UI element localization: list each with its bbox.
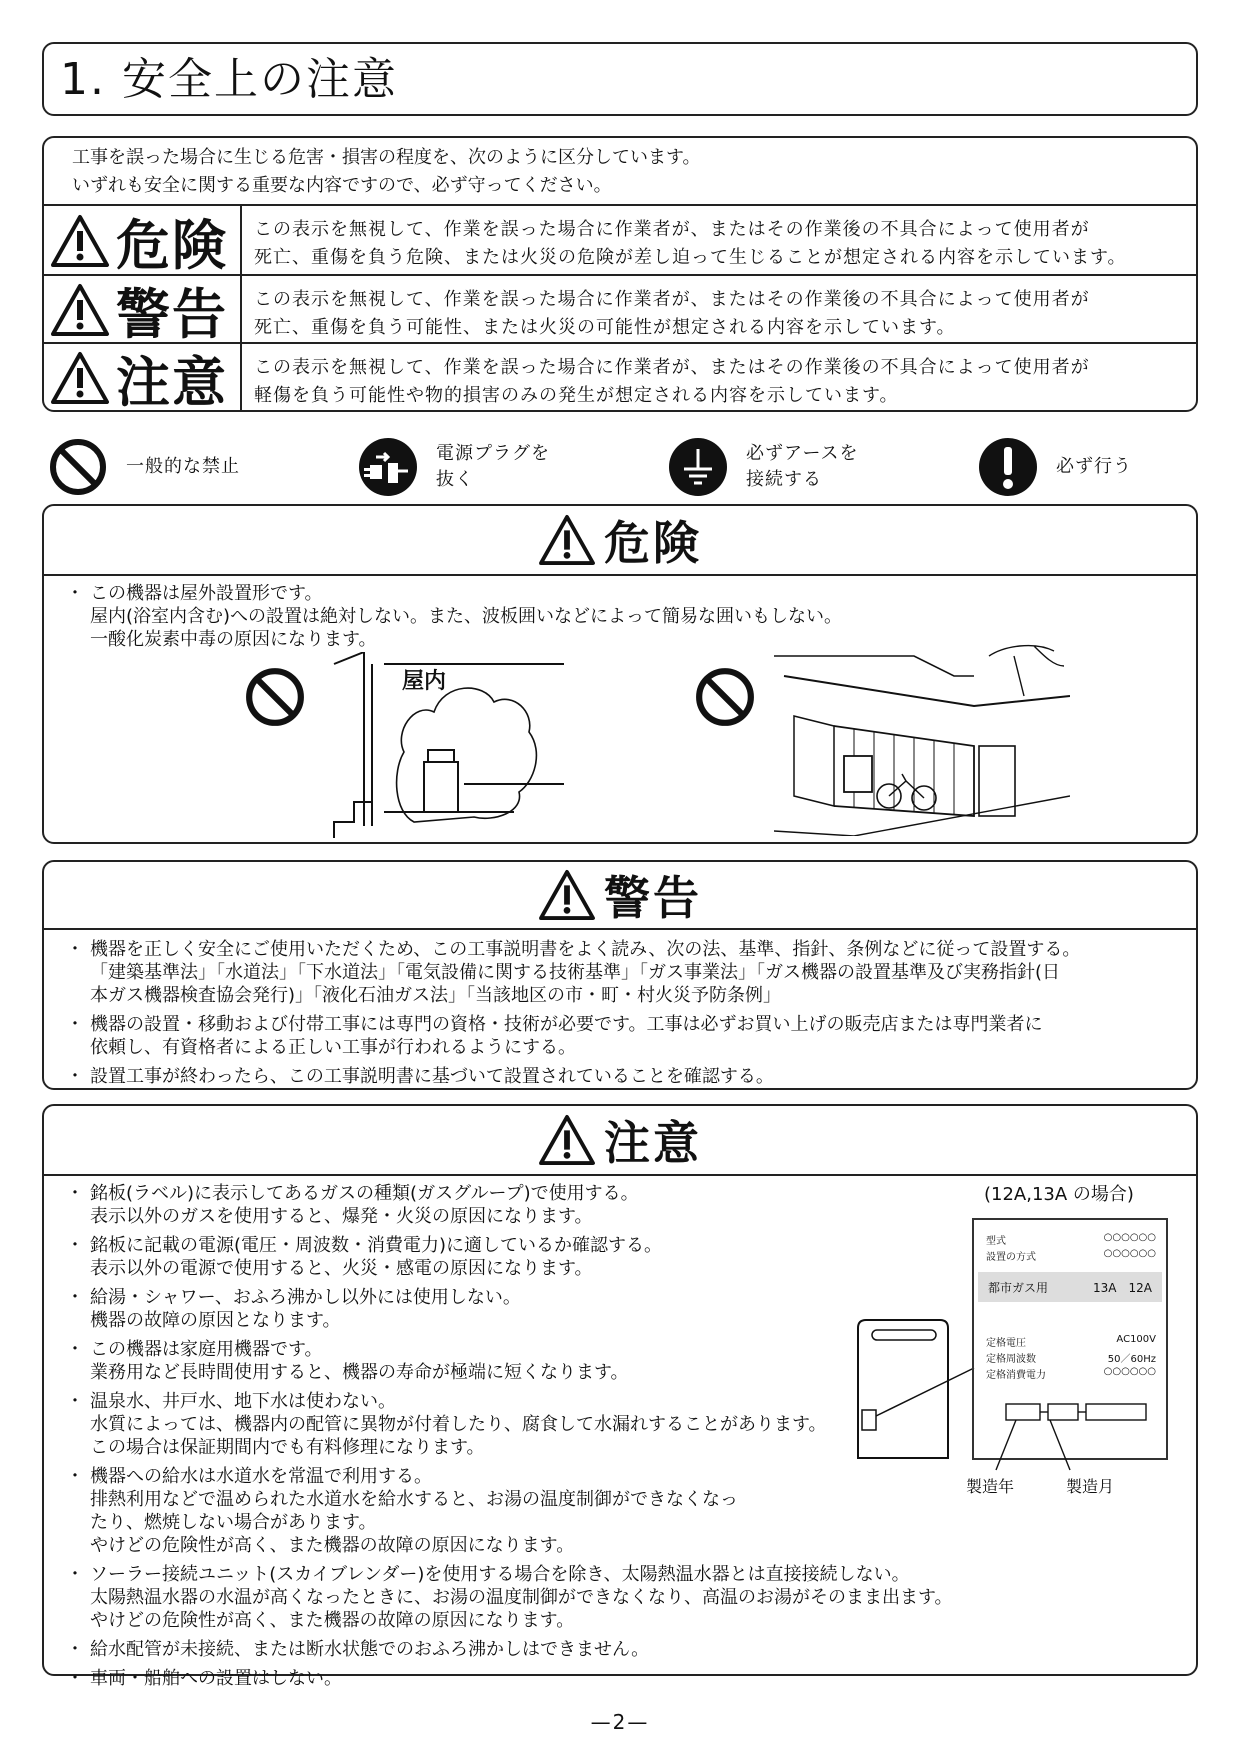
bullet-line: 依頼し、有資格者による正しい工事が行われるようにする。 (90, 1037, 576, 1058)
desc-line: この表示を無視して、作業を誤った場合に作業者が、またはその作業後の不具合によって使用者が (254, 357, 1090, 378)
plate-value: AC100V (1116, 1334, 1156, 1345)
desc-line: 死亡、重傷を負う危険、または火災の危険が差し迫って生じることが想定される内容を示しています。 (254, 247, 1127, 268)
section-header (44, 506, 1196, 576)
plate-value: ○○○○○○ (1103, 1232, 1156, 1243)
bullet-line: 本ガス機器検査協会発行)」「液化石油ガス法」「当該地区の市・町・村火災予防条例」 (90, 985, 782, 1006)
bullet-line: この場合は保証期間内でも有料修理になります。 (90, 1437, 485, 1458)
bullet-line: ・ 銘板(ラベル)に表示してあるガスの種類(ガスグループ)で使用する。 (90, 1183, 639, 1204)
desc-line: 軽傷を負う可能性や物的損害のみの発生が想定される内容を示しています。 (254, 385, 899, 406)
title-box (42, 42, 1198, 116)
hazard-definitions (42, 136, 1198, 412)
plate-value: ○○○○○○ (1103, 1248, 1156, 1259)
prohibition-icon (694, 666, 756, 728)
prohibition-icon (244, 666, 306, 728)
mandatory-icon (978, 437, 1038, 497)
warning-section (42, 860, 1198, 1090)
symbol-label: 必ず行う (1056, 456, 1132, 477)
warning-triangle-icon (50, 351, 110, 405)
bullet-item (66, 1013, 1182, 1059)
bullet-item (66, 1065, 1182, 1088)
label-line: 接続する (746, 469, 822, 490)
symbol-prohibition (48, 432, 240, 502)
bullet-line: ・ 車両・船舶への設置はしない。 (90, 1668, 342, 1689)
level-danger (44, 204, 1196, 276)
plate-gas-row (978, 1272, 1162, 1302)
warning-bullets (66, 938, 1182, 1094)
symbol-ground (668, 432, 859, 502)
bullet-line: ・ 銘板に記載の電源(電圧・周波数・消費電力)に適しているか確認する。 (90, 1235, 663, 1256)
warning-triangle-icon (538, 1114, 596, 1166)
bullet-line: やけどの危険性が高く、また機器の故障の原因になります。 (90, 1535, 575, 1556)
plate-label: 定格電圧 (986, 1338, 1026, 1349)
enclosure-illustration (774, 636, 1070, 836)
bullet-item (66, 1182, 916, 1228)
definitions-intro (72, 144, 701, 200)
level-description (254, 354, 1186, 410)
bullet-item (66, 1465, 916, 1557)
page-number: —2— (590, 1710, 650, 1734)
symbol-mandatory (978, 432, 1132, 502)
bullet-line: ・ 設置工事が終わったら、この工事説明書に基づいて設置されていることを確認する。 (90, 1066, 774, 1087)
indoor-installation-illustration (324, 652, 574, 838)
page-title: 1. 安全上の注意 (60, 54, 398, 105)
bullet-item (66, 1390, 916, 1459)
section-title: 注意 (604, 1116, 702, 1170)
desc-line: 死亡、重傷を負う可能性、または火災の可能性が想定される内容を示しています。 (254, 317, 956, 338)
bullet-line: ・ 給水配管が未接続、または断水状態でのおふろ沸かしはできません。 (90, 1639, 650, 1660)
label-line: 電源プラグを (436, 443, 550, 464)
level-warning (44, 274, 1196, 344)
plate-row (986, 1334, 1156, 1349)
bullet-line: たり、燃焼しない場合があります。 (90, 1512, 377, 1533)
bullet-line: 一酸化炭素中毒の原因になります。 (90, 629, 377, 650)
plate-value: 50／60Hz (1107, 1354, 1156, 1365)
bullet-line: ・ 機器の設置・移動および付帯工事には専門の資格・技術が必要です。工事は必ずお買い上げの販売店または専門業者に (90, 1014, 1043, 1035)
warning-triangle-icon (50, 283, 110, 337)
bullet-line: 水質によっては、機器内の配管に異物が付着したり、腐食して水漏れすることがあります。 (90, 1414, 827, 1435)
level-word: 危険 (116, 213, 228, 277)
bullet-item (66, 1638, 916, 1661)
bullet-item (66, 938, 1182, 1007)
bullet-item (66, 1338, 916, 1384)
desc-line: この表示を無視して、作業を誤った場合に作業者が、またはその作業後の不具合によって使用者が (254, 219, 1090, 240)
mfg-month-label: 製造月 (1066, 1477, 1115, 1496)
level-word: 注意 (116, 350, 228, 414)
bullet-line: 屋内(浴室内含む)への設置は絶対しない。また、波板囲いなどによって簡易な囲いもしない。 (90, 606, 843, 627)
water-heater-illustration (848, 1318, 978, 1468)
level-description (254, 286, 1186, 342)
symbol-label (436, 441, 550, 493)
bullet-line: 表示以外のガスを使用すると、爆発・火災の原因になります。 (90, 1206, 593, 1227)
section-header (44, 1106, 1196, 1176)
intro-line: いずれも安全に関する重要な内容ですので、必ず守ってください。 (72, 175, 612, 196)
bullet-line: ・ ソーラー接続ユニット(スカイブレンダー)を使用する場合を除き、太陽熱温水器とは直接接続しない。 (90, 1564, 910, 1585)
plate-row (986, 1366, 1156, 1381)
prohibition-icon (48, 437, 108, 497)
level-label (44, 276, 242, 344)
bullet-line: ・ 機器への給水は水道水を常温で利用する。 (90, 1466, 432, 1487)
ground-icon (668, 437, 728, 497)
warning-triangle-icon (50, 214, 110, 268)
bullet-line: ・ 機器を正しく安全にご使用いただくため、この工事説明書をよく読み、次の法、基準、指針、条例などに従って設置する。 (90, 939, 1081, 960)
plate-row (986, 1248, 1156, 1263)
bullet-line: 機器の故障の原因となります。 (90, 1310, 341, 1331)
bullet-line: ・ この機器は家庭用機器です。 (90, 1339, 323, 1360)
bullet-line: ・ この機器は屋外設置形です。 (90, 583, 323, 604)
bullet-line: 業務用など長時間使用すると、機器の寿命が極端に短くなります。 (90, 1362, 629, 1383)
bullet-item (66, 1234, 916, 1280)
level-description (254, 216, 1186, 272)
caution-bullets (66, 1182, 953, 1696)
plate-value: ○○○○○○ (1103, 1366, 1156, 1377)
bullet-line: ・ 温泉水、井戸水、地下水は使わない。 (90, 1391, 396, 1412)
plate-label: 設置の方式 (986, 1252, 1036, 1263)
plate-leader-lines (960, 1418, 1120, 1478)
plate-value: 13A 12A (1093, 1280, 1152, 1295)
plate-caption: (12A,13A の場合) (984, 1184, 1134, 1205)
bullet-line: ・ 給湯・シャワー、おふろ沸かし以外には使用しない。 (90, 1287, 521, 1308)
warning-triangle-icon (538, 869, 596, 921)
plate-label: 定格周波数 (986, 1354, 1036, 1365)
illustration-label: 屋内 (402, 669, 447, 694)
level-label (44, 206, 242, 276)
plate-label: 定格消費電力 (986, 1370, 1046, 1381)
label-line: 必ずアースを (746, 443, 859, 464)
bullet-line: 「建築基準法」「水道法」「下水道法」「電気設備に関する技術基準」「ガス事業法」「ガス機器の設置基準及び実務指針(日 (90, 962, 1061, 983)
bullet-line: 排熱利用などで温められた水道水を給水すると、お湯の温度制御ができなくなっ (90, 1489, 738, 1510)
desc-line: この表示を無視して、作業を誤った場合に作業者が、またはその作業後の不具合によって使用者が (254, 289, 1090, 310)
section-title: 警告 (604, 871, 702, 925)
symbol-legend (42, 432, 1198, 502)
bullet-item (66, 1667, 916, 1690)
symbol-label (746, 441, 859, 493)
level-label (44, 344, 242, 412)
symbol-label: 一般的な禁止 (126, 456, 240, 477)
intro-line: 工事を誤った場合に生じる危害・損害の程度を、次のように区分しています。 (72, 147, 701, 168)
symbol-unplug (358, 432, 550, 502)
plate-label: 型式 (986, 1236, 1006, 1247)
unplug-icon (358, 437, 418, 497)
section-header (44, 862, 1196, 930)
plate-label: 都市ガス用 (988, 1280, 1049, 1295)
plate-row (986, 1350, 1156, 1365)
label-line: 抜く (436, 469, 474, 490)
bullet-item (66, 1286, 916, 1332)
level-caution (44, 342, 1196, 412)
mfg-year-label: 製造年 (966, 1477, 1015, 1496)
bullet-line: 太陽熱温水器の水温が高くなったときに、お湯の温度制御ができなくなり、高温のお湯がそのまま出ます。 (90, 1587, 953, 1608)
bullet-line: 表示以外の電源で使用すると、火災・感電の原因になります。 (90, 1258, 593, 1279)
bullet-item (66, 1563, 953, 1632)
level-word: 警告 (116, 282, 228, 346)
section-title: 危険 (604, 516, 702, 570)
bullet-line: やけどの危険性が高く、また機器の故障の原因になります。 (90, 1610, 575, 1631)
danger-section (42, 504, 1198, 844)
plate-row (986, 1232, 1156, 1247)
warning-triangle-icon (538, 514, 596, 566)
